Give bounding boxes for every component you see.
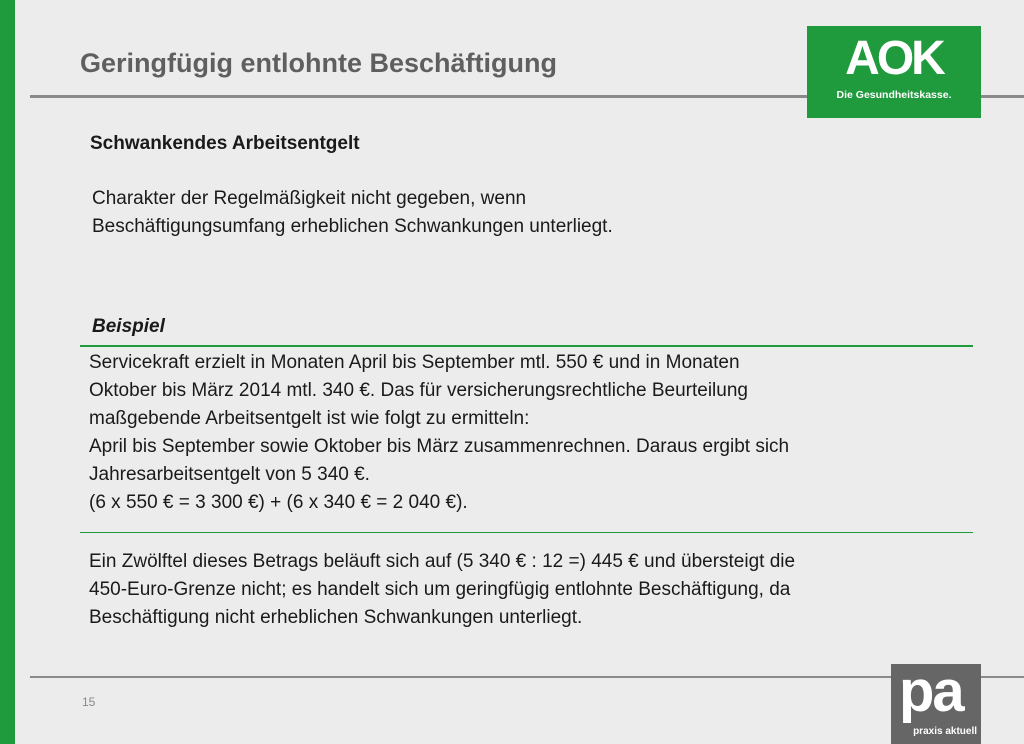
- example-line: (6 x 550 € = 3 300 €) + (6 x 340 € = 2 040 €).: [89, 492, 468, 513]
- pa-logo-text: pa: [899, 659, 963, 724]
- example-line: Oktober bis März 2014 mtl. 340 €. Das für versicherungsrechtliche Beurteilung: [89, 380, 748, 401]
- left-accent-bar: [0, 0, 15, 744]
- intro-paragraph: [92, 185, 613, 241]
- page-number: 15: [82, 695, 96, 709]
- aok-logo: [807, 26, 981, 118]
- example-heading: Beispiel: [92, 316, 165, 337]
- intro-line: Beschäftigungsumfang erheblichen Schwankungen unterliegt.: [92, 216, 613, 237]
- conclusion-line: 450-Euro-Grenze nicht; es handelt sich um geringfügig entlohnte Beschäftigung, da: [89, 579, 791, 600]
- conclusion-line: Ein Zwölftel dieses Betrags beläuft sich auf (5 340 € : 12 =) 445 € und übersteigt die: [89, 551, 796, 572]
- section-heading: Schwankendes Arbeitsentgelt: [90, 133, 360, 154]
- pa-logo-tagline: praxis aktuell: [913, 726, 977, 737]
- conclusion-line: Beschäftigung nicht erheblichen Schwankungen unterliegt.: [89, 607, 583, 628]
- intro-line: Charakter der Regelmäßigkeit nicht gegeben, wenn: [92, 188, 527, 209]
- example-top-divider: [80, 345, 973, 347]
- example-line: Jahresarbeitsentgelt von 5 340 €.: [89, 464, 370, 485]
- example-line: maßgebende Arbeitsentgelt ist wie folgt zu ermitteln:: [89, 408, 530, 429]
- praxis-aktuell-logo: [891, 659, 981, 744]
- example-bottom-divider: [80, 532, 973, 533]
- aok-logo-text: AOK: [845, 32, 943, 85]
- footer-divider: [30, 676, 1024, 678]
- page-title: Geringfügig entlohnte Beschäftigung: [80, 48, 557, 78]
- example-line: Servicekraft erzielt in Monaten April bis September mtl. 550 € und in Monaten: [89, 352, 740, 373]
- aok-logo-tagline: Die Gesundheitskasse.: [836, 89, 952, 101]
- conclusion-paragraph: [89, 548, 795, 632]
- example-line: April bis September sowie Oktober bis März zusammenrechnen. Daraus ergibt sich: [89, 436, 790, 457]
- example-paragraph: [89, 349, 789, 517]
